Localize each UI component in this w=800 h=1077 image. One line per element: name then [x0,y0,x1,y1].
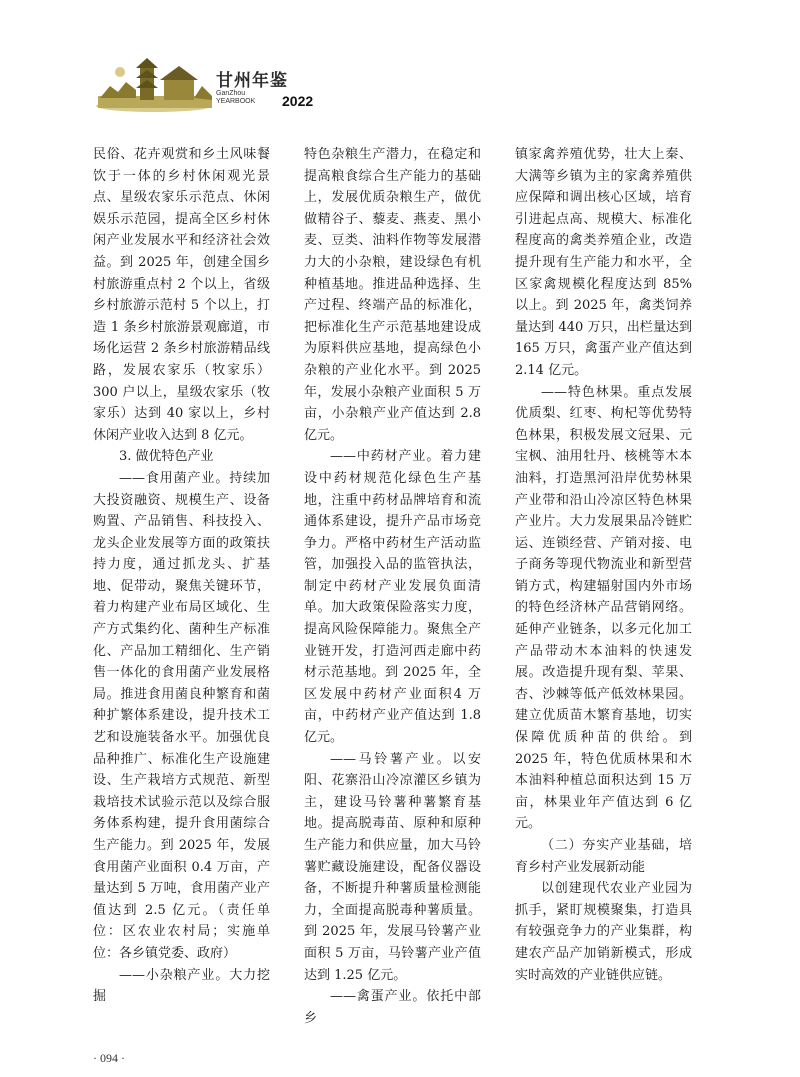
yearbook-year: 2022 [282,93,314,109]
paragraph: 镇家禽养殖优势，壮大上秦、大满等乡镇为主的家禽养殖供应保障和调出核心区域，培育引进起点高、规模大、标准化程度高的禽类养殖企业，改造提升现有生产能力和水平，全区家禽规模化程度达到 85% 以上。到 2025 年，禽类饲养量达到 440 万只，出栏量达到 165 万只，禽蛋产业产值达到 2.14 亿元。 [515,147,692,378]
pagoda-landscape-logo [96,56,214,112]
paragraph: ——小杂粮产业。大力挖掘 [93,967,270,1005]
yearbook-subtitle: GanZhou YEARBOOK [216,90,256,105]
text-column-3 [515,144,692,986]
paragraph: ——禽蛋产业。依托中部乡 [304,989,481,1026]
paragraph: ——中药材产业。着力建设中药材规范化绿色生产基地，注重中药材品牌培育和流通体系建设，提升产品市场竞争力。严格中药材生产活动监管，加强投入品的监管执法，制定中药材产业发展负面清单。加大政策保险落实力度，提高风险保障能力。聚焦全产业链开发，打造河西走廊中药材示范基地。到 2025 年，全区发展中药材产业面积4 万亩，中药材产业产值达到 1.8 亿元。 [304,449,481,746]
paragraph: 以创建现代农业产业园为抓手，紧盯规模聚集，打造具有较强竞争力的产业集群，构建农产品产加销新模式，形成实时高效的产业链供应链。 [515,881,692,983]
text-column-2 [304,144,481,1029]
section-heading: 3. 做优特色产业 [119,449,214,465]
paragraph: ——马铃薯产业。以安阳、花寨沿山冷凉灌区乡镇为主，建设马铃薯种薯繁育基地。提高脱毒苗、原种和原种生产能力和供应量，加大马铃薯贮藏设施建设，配备仪器设备，不断提升种薯质量检测能力，全面提高脱毒种薯质量。到 2025 年，发展马铃薯产业面积 5 万亩，马铃薯产业产值达到 1.25 亿元。 [304,751,481,983]
section-heading: （二）夯实产业基础，培育乡村产业发展新动能 [515,838,692,875]
paragraph: ——食用菌产业。持续加大投资融资、规模生产、设备购置、产品销售、科技投入、龙头企业发展等方面的政策扶持力度，通过抓龙头、扩基地、促带动，聚焦关键环节，着力构建产业布局区域化、生产方式集约化、菌种生产标准化、产品加工精细化、生产销售一体化的食用菌产业发展格局。推进食用菌良种繁育和菌种扩繁体系建设，提升技术工艺和设施装备水平。加强优良品种推广、标准化生产设施建设、生产栽培方式规范、新型栽培技术试验示范以及综合服务体系构建，提升食用菌综合生产能力。到 2025 年，发展食用菌产业面积 0.4 万亩，产量达到 5 万吨，食用菌产业产值达到 2.5 亿元。（责任单位：区农业农村局；实施单位：各乡镇党委、政府） [93,470,270,961]
text-column-1 [93,144,270,1008]
yearbook-title: 甘州年鉴 [216,71,288,91]
paragraph: 特色杂粮生产潜力，在稳定和提高粮食综合生产能力的基础上，发展优质杂粮生产，做优做精谷子、藜麦、燕麦、黑小麦、豆类、油料作物等发展潜力大的小杂粮，建设绿色有机种植基地。推进品种选择、生产过程、终端产品的标准化，把标准化生产示范基地建设成为原料供应基地，提高绿色小杂粮的产业化水平。到 2025 年，发展小杂粮产业面积 5 万亩，小杂粮产业产值达到 2.8 亿元。 [304,147,481,443]
paragraph: 民俗、花卉观赏和乡土风味餐饮于一体的乡村休闲观光景点、星级农家乐示范点、休闲娱乐示范园，提高全区乡村休闲产业发展水平和经济社会效益。到 2025 年，创建全国乡村旅游重点村 2 个以上，省级乡村旅游示范村 5 个以上，打造 1 条乡村旅游景观廊道，市场化运营 2 条乡村旅游精品线路，发展农家乐（牧家乐）300 户以上，星级农家乐（牧家乐）达到 40 家以上，乡村休闲产业收入达到 8 亿元。 [93,147,270,443]
page-number: · 094 · [93,1051,125,1065]
paragraph: ——特色林果。重点发展优质梨、红枣、枸杞等优势特色林果，积极发展文冠果、元宝枫、油用牡丹、核桃等木本油料，打造黑河沿岸优势林果产业带和沿山冷凉区特色林果产业片。大力发展果品冷链贮运、连锁经营、产销对接、电子商务等现代物流业和新型营销方式，构建辐射国内外市场的特色经济林产品营销网络。延伸产业链条，以多元化加工产品带动木本油料的快速发展。改造提升现有梨、苹果、杏、沙棘等低产低效林果园。建立优质苗木繁育基地，切实保障优质种苗的供给。到 2025 年，特色优质林果和木本油料种植总面积达到 15 万亩，林果业年产值达到 6 亿元。 [515,384,692,832]
yearbook-header [96,56,436,114]
